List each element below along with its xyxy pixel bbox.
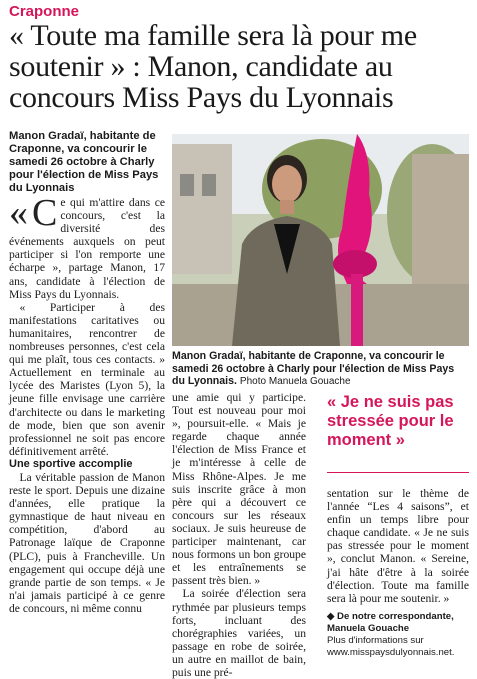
drop-cap: C [32, 192, 58, 234]
subheading: Une sportive accomplie [9, 457, 133, 470]
signature-prefix: ◆ De notre correspondante, [327, 610, 454, 622]
paragraph: « Participer à des manifestations caritatives ou humanitaires, rencontrer de nombreuses personnes, c'est cela qui me plaît, tous ces contacts. » Actuellement en terminale au lycée des Maristes (Lyon 5), la jeune fille envisage une carrière d'architecte ou dans le marketing de mode, bien que son avenir professionnel ne soit pas encore définitivement arrêté. [9, 300, 165, 458]
photo-caption [172, 350, 469, 389]
article-photo [172, 134, 469, 346]
paragraph: La soirée d'élection sera rythmée par plusieurs temps forts, incluant des chorégraphies variées, un passage en robe de soirée, un autre en maillot de bain, puis une pré- [172, 587, 306, 679]
article-headline: « Toute ma famille sera là pour me soutenir » : Manon, candidate au concours Miss Pays du Lyonnais [9, 19, 417, 114]
article-column-3 [327, 487, 469, 659]
paragraph: e qui m'attire dans ce concours, c'est la diversité des événements auxquels on peut participer si l'on remporte une écharpe », partage Manon, 17 ans, candidate à l'élection de Miss Pays du Lyonnais. [9, 196, 165, 301]
paragraph: La véritable passion de Manon reste le sport. Depuis une dizaine d'années, elle pratique la gymnastique de haut niveau en compétition, d'abord au Patronage laïque de Craponne (PLC), puis à Francheville. Un engagement qui occupe déjà une grande partie de son temps. « Je n'ai jamais participé à ce genre de concours, ni même connu [9, 470, 165, 615]
caption-text: Manon Gradaï, habitante de Craponne, va concourir le samedi 26 octobre à Charly pour l'élection de Miss Pays du Lyonnais. [172, 350, 455, 387]
more-info: Plus d'informations sur www.misspaysdulyonnais.net. [327, 634, 455, 658]
article-column-1 [9, 192, 165, 615]
paragraph: sentation sur le thème de l'année “Les 4 saisons”, et enfin un temps libre pour chaque candidate. « Je ne suis pas stressée pour le moment », conclut Manon. « Sereine, j'ai hâte d'être à la soirée d'élection. Toute ma famille sera là pour me soutenir. » [327, 487, 469, 605]
author-signature [327, 611, 469, 659]
photo-candidate-with-sash [172, 134, 469, 346]
divider [327, 472, 469, 473]
paragraph: une amie qui y participe. Tout est nouveau pour moi », poursuit-elle. « Mais je regarde chaque année l'élection de Miss France et je m'intéresse à celle de Miss Rhône-Alpes. Je me suis inscrite grâce à mon père qui a découvert ce concours sur les réseaux sociaux. Je suis heureuse de participer maintenant, car nous formons un bon groupe et les entraînements se passent très bien. » [172, 391, 306, 588]
pull-quote: « Je ne suis pas stressée pour le moment » [327, 393, 454, 449]
author-name: Manuela Gouache [327, 622, 410, 634]
article-lead: Manon Gradaï, habitante de Craponne, va concourir le samedi 26 octobre à Charly pour l'élection de Miss Pays du Lyonnais [9, 130, 159, 194]
article-column-2 [172, 391, 306, 679]
section-rubric: Craponne [9, 3, 80, 20]
opening-quote-mark: « [9, 192, 28, 234]
photo-credit: Photo Manuela Gouache [239, 376, 351, 387]
